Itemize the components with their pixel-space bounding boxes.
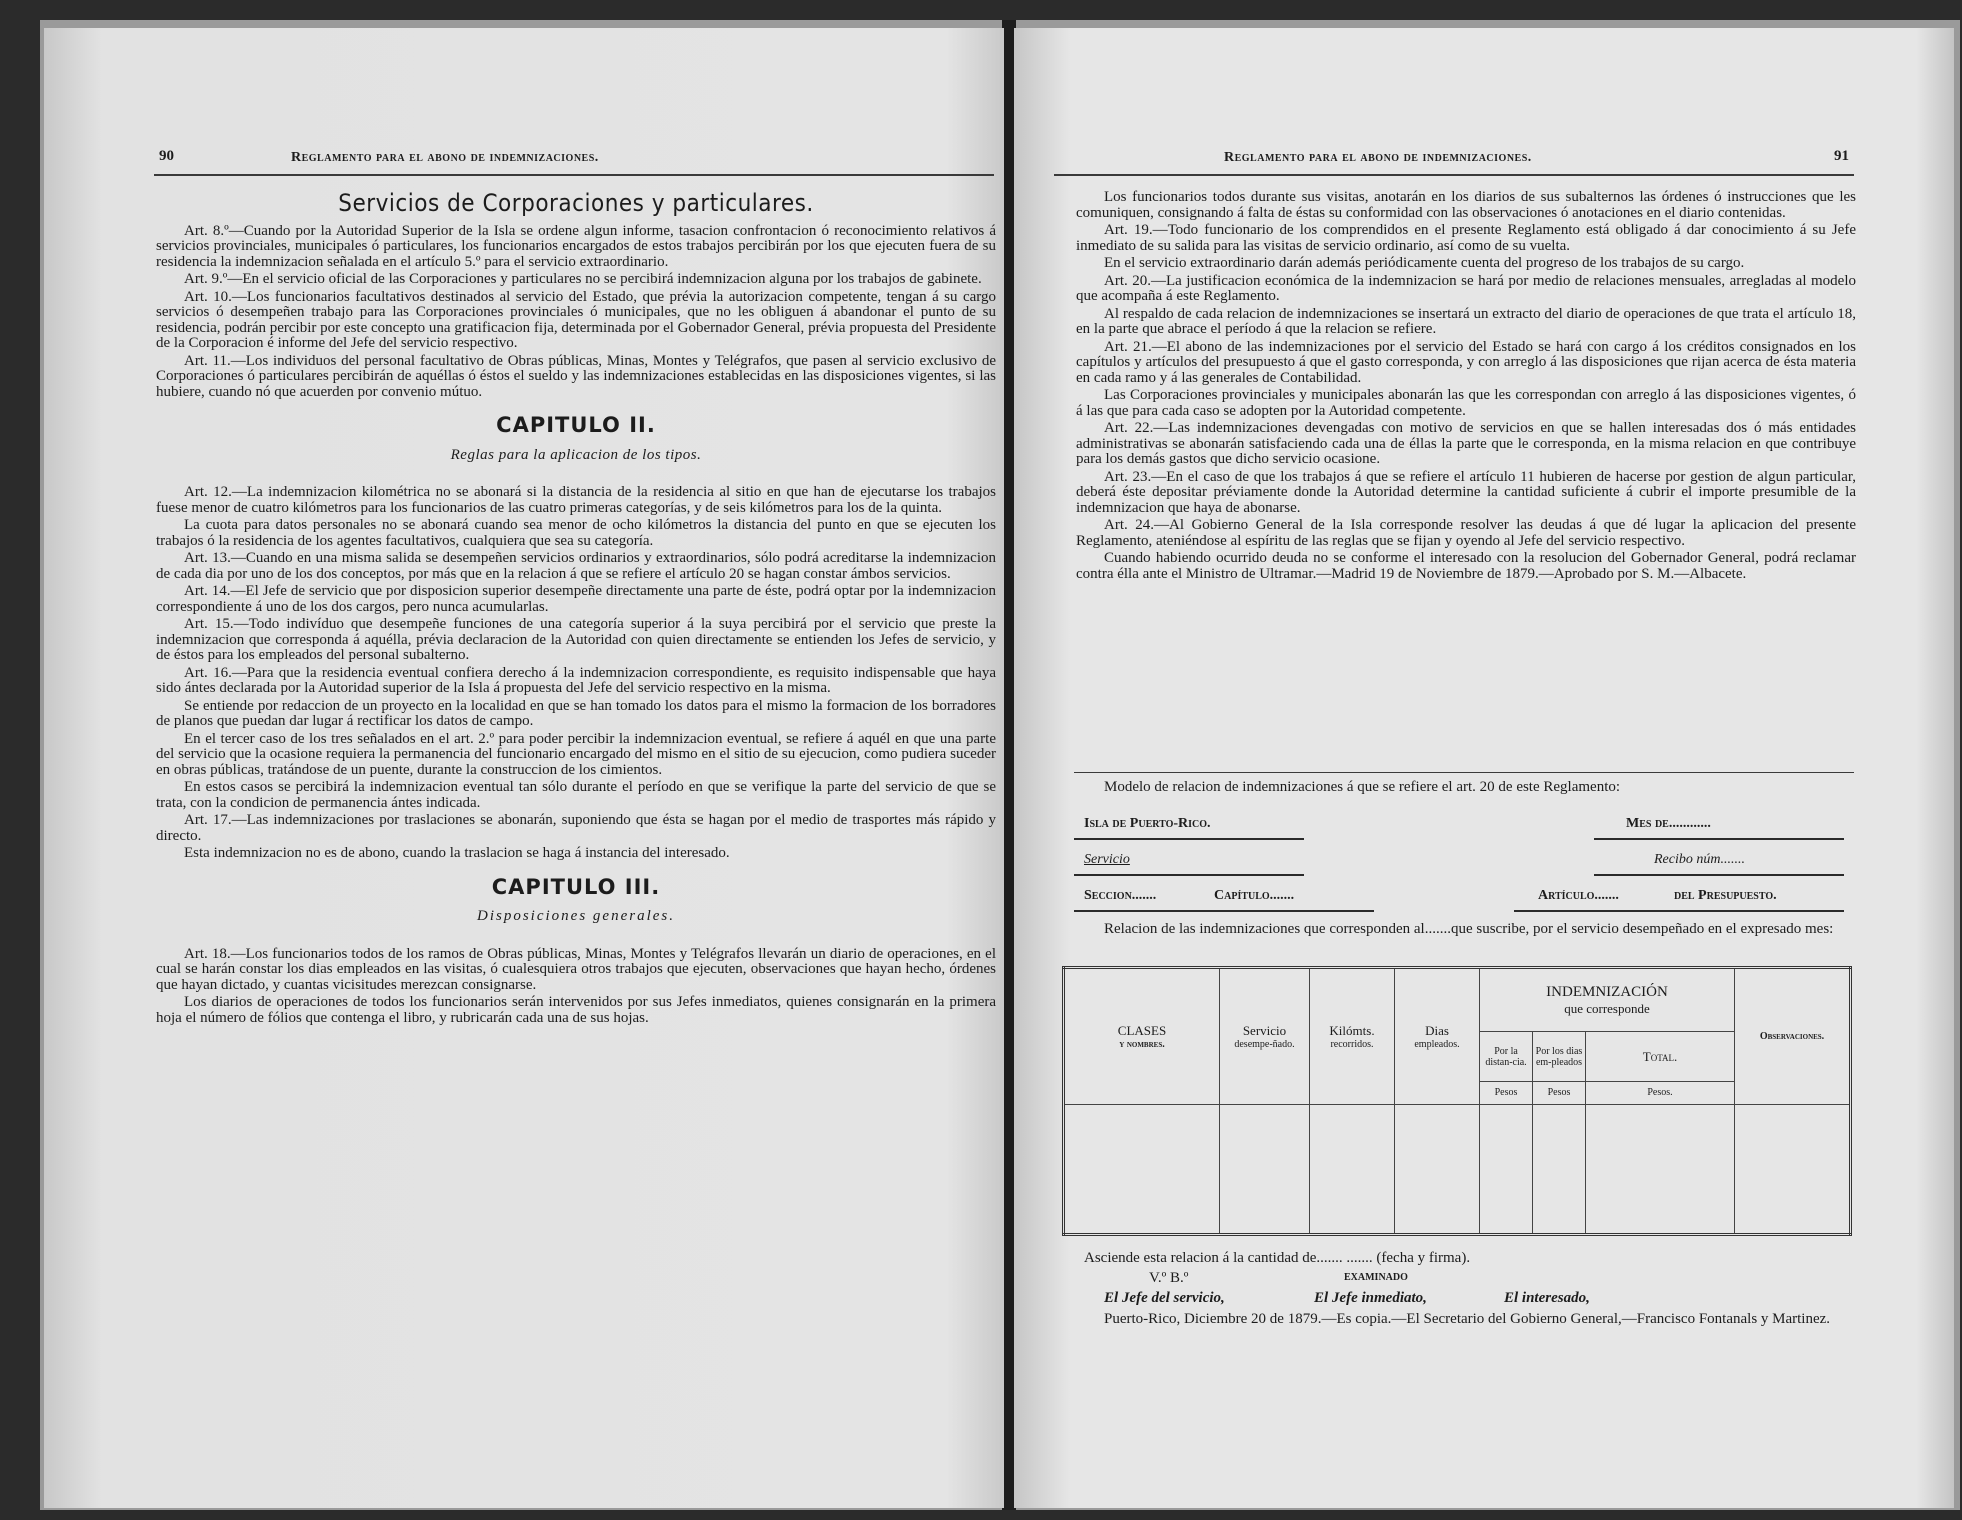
article-11: Art. 11.—Los individuos del personal facultativo de Obras públicas, Minas, Montes y Telégrafos, que pasen al servicio exclusivo de Corporaciones ó particulares percibirán de aquéllas ó éstos el sueldo y las indemnizaciones establecidas en las disposiciones vigentes, si las hubiere, cuando nó que acuerden por convenio mútuo. <box>156 352 996 400</box>
paragraph: La cuota para datos personales no se abonará cuando sea menor de ocho kilómetros la distancia del punto en que se ejecuten los trabajos ó la residencia de los agentes facultativos, cualquiera que sea su categoría. <box>156 517 996 549</box>
recibo-label: Recibo núm....... <box>1654 852 1745 867</box>
article-20: Art. 20.—La justificacion económica de la indemnizacion se hará por medio de relaciones mensuales, arregladas al modelo que acompaña á este Reglamento. <box>1076 272 1856 304</box>
article-22: Art. 22.—Las indemnizaciones devengadas con motivo de servicios en que se hallen interesadas dos ó más entidades administrativas se abonarán satisfaciendo cada una de éllas la parte que le corresponda, en la misma relacion en que contribuye para los demás gastos que dicho servicio ocasione. <box>1076 420 1856 467</box>
seccion-label: Seccion....... <box>1084 888 1157 903</box>
servicio-label: Servicio <box>1084 852 1130 867</box>
col-clases <box>1064 968 1220 1105</box>
running-header: Reglamento para el abono de indemnizaciones. <box>1224 150 1532 165</box>
capitulo-label: Capítulo....... <box>1214 888 1295 903</box>
examinado-label: EXAMINADO <box>1344 1272 1408 1283</box>
col-kilomts <box>1310 968 1395 1105</box>
col-header: Dias <box>1425 1022 1449 1038</box>
group-header-title: INDEMNIZACIÓN <box>1546 983 1668 1000</box>
col-subheader: recorridos. <box>1330 1038 1374 1050</box>
paragraph: Los diarios de operaciones de todos los funcionarios serán intervenidos por sus Jefes inmediatos, quienes consignarán en la primera hoja el número de fólios que contenga el libro, y rubricarán cada una de sus hojas. <box>156 994 996 1026</box>
section-title: Servicios de Corporaciones y particulares. <box>338 189 814 217</box>
col-dias <box>1395 968 1480 1105</box>
mes-label: Mes de............ <box>1626 816 1711 831</box>
col-subheader: y nombres. <box>1119 1038 1165 1050</box>
page-number: 90 <box>159 148 174 164</box>
chapter-2-subtitle: Reglas para la aplicacion de los tipos. <box>450 446 702 463</box>
jefe-inmediato-signature: El Jefe inmediato, <box>1314 1290 1427 1306</box>
table-cell <box>1310 1104 1395 1235</box>
right-text-column <box>1076 190 1856 584</box>
scanned-book-spread <box>40 20 1960 1510</box>
article-23: Art. 23.—En el caso de que los trabajos á que se refiere el artículo 11 hubieren de hacerse por gestion de algun particular, deberá éste depositar préviamente donde la Autoridad determine la cantidad suficiente á cubrir el importe presumible de la indemnizacion que haya de abonarse. <box>1076 468 1856 516</box>
page-number: 91 <box>1834 148 1849 164</box>
table-cell <box>1735 1104 1851 1235</box>
col-dias-empleados: Por los dias em-pleados <box>1533 1032 1586 1082</box>
article-21: Art. 21.—El abono de las indemnizaciones por el servicio del Estado se hará con cargo á los créditos consignados en los capítulos y artículos del presupuesto á que el gasto corresponda, y con arreglo á las disposiciones que rijan acerca de ésta materia en cada ramo y á las generales de Contabilidad. <box>1076 338 1856 386</box>
header-rule <box>154 174 994 176</box>
right-page <box>1014 28 1954 1508</box>
table-cell <box>1533 1104 1586 1235</box>
paragraph: En estos casos se percibirá la indemnizacion eventual tan sólo durante el período en que se verifique la parte del servicio de que se trata, con la condicion de permanencia ántes indicada. <box>156 779 996 811</box>
article-12: Art. 12.—La indemnizacion kilométrica no se abonará si la distancia de la residencia al sitio en que han de ejecutarse los trabajos fuese menor de cuatro kilómetros para los funcionarios de las cuatro primeras categorías, y de seis kilómetros para los de la quinta. <box>156 484 996 516</box>
col-header: Kilómts. <box>1329 1022 1375 1038</box>
paragraph: Las Corporaciones provinciales y municipales abonarán las que les correspondan con arreglo á las disposiciones vigentes, ó á las que para cada caso se adopten por la Autoridad competente. <box>1076 387 1856 419</box>
article-16: Art. 16.—Para que la residencia eventual confiera derecho á la indemnizacion correspondiente, es requisito indispensable que haya sido ántes declarada por la Autoridad superior de la Isla á propuesta del Jefe del servicio respectivo en la misma. <box>156 664 996 696</box>
running-header: Reglamento para el abono de indemnizaciones. <box>291 150 599 165</box>
article-9: Art. 9.º—En el servicio oficial de las Corporaciones y particulares no se percibirá indemnizacion alguna por los trabajos de gabinete. <box>184 271 982 287</box>
article-19: Art. 19.—Todo funcionario de los comprendidos en el presente Reglamento está obligado á dar conocimiento á su Jefe inmediato de su salida para las visitas de servicio ordinario, así como de su vuelta. <box>1076 222 1856 254</box>
col-observaciones <box>1735 968 1851 1105</box>
group-header-subtitle: que corresponde <box>1564 1000 1650 1016</box>
col-header: Servicio <box>1242 1022 1287 1038</box>
col-header: Observaciones. <box>1759 1030 1825 1042</box>
paragraph: Se entiende por redaccion de un proyecto en la localidad en que se han tomado los datos para el mismo la formacion de los borradores de planos que puedan dar lugar á rectificar los datos de campo. <box>156 697 996 729</box>
jefe-servicio-signature: El Jefe del servicio, <box>1104 1290 1225 1306</box>
form-line <box>1074 838 1304 840</box>
table-cell <box>1395 1104 1480 1235</box>
form-line <box>1074 874 1304 876</box>
model-intro-text: Modelo de relacion de indemnizaciones á que se refiere el art. 20 de este Reglamento: <box>1104 779 1621 795</box>
article-8: Art. 8.º—Cuando por la Autoridad Superior de la Isla se ordene algun informe, tasacion confrontacion ó reconocimiento relativos á servicios provinciales, municipales ó particulares, los funcionarios encargados de estos trabajos percibirán por los que ejecuten fuera de su residencia la indemnizacion señalada en el artículo 5.º para el servicio extraordinario. <box>156 222 996 270</box>
left-page <box>44 28 1004 1508</box>
divider <box>1074 772 1854 773</box>
presupuesto-label: del Presupuesto. <box>1674 888 1777 903</box>
group-header-indemnizacion <box>1480 968 1735 1032</box>
left-text-column <box>156 189 996 1028</box>
col-subheader: empleados. <box>1414 1038 1460 1050</box>
form-line <box>1594 874 1844 876</box>
isla-label: Isla de Puerto-Rico. <box>1084 816 1211 831</box>
model-intro <box>1076 780 1856 798</box>
paragraph: Los funcionarios todos durante sus visitas, anotarán en los diarios de sus subalternos las órdenes ó instrucciones que les comuniquen, consignando á falta de éstas su conformidad con las observaciones ó anotaciones en el diario contenidas. <box>1076 189 1856 221</box>
article-17: Art. 17.—Las indemnizaciones por traslaciones se abonarán, suponiendo que ésta se hagan por el medio de trasportes más rápido y directo. <box>156 812 996 844</box>
form-line <box>1594 838 1844 840</box>
paragraph: Esta indemnizacion no es de abono, cuando la traslacion se haga á instancia del interesado. <box>184 845 730 861</box>
paragraph: En el servicio extraordinario darán además periódicamente cuenta del progreso de los trabajos de su cargo. <box>1104 255 1745 271</box>
table-cell <box>1480 1104 1533 1235</box>
final-note-block <box>1076 1312 1856 1330</box>
table-cell <box>1220 1104 1310 1235</box>
indemnization-table <box>1062 966 1852 1236</box>
relacion-text-block <box>1076 922 1856 940</box>
article-24: Art. 24.—Al Gobierno General de la Isla corresponde resolver las deudas á que dé lugar la aplicacion del presente Reglamento, ateniéndose al espíritu de las reglas que se fijan y oyendo al Jefe del servicio respectivo. <box>1076 517 1856 549</box>
unit-cell: Pesos. <box>1586 1082 1735 1104</box>
article-10: Art. 10.—Los funcionarios facultativos destinados al servicio del Estado, que prévia la autorizacion competente, tengan á su cargo servicios ó desempeñen trabajo para las Corporaciones provinciales ó municipales, que no les obliguen á abandonar el punto de su residencia, podrán percibir por este concepto una gratificacion fija, determinada por el Gobernador General, prévia propuesta del Presidente de la Corporacion é informe del Jefe del servicio respectivo. <box>156 288 996 351</box>
chapter-3-subtitle: Disposiciones generales. <box>477 908 675 924</box>
article-14: Art. 14.—El Jefe de servicio que por disposicion superior desempeñe directamente una parte de éste, podrá optar por la indemnizacion correspondiente á uno de los dos cargos, pero nunca acumularlas. <box>156 583 996 615</box>
col-subheader: desempe-ñado. <box>1234 1038 1295 1050</box>
article-13: Art. 13.—Cuando en una misma salida se desempeñen servicios ordinarios y extraordinarios, sólo podrá acreditarse la indemnizacion de cada dia por uno de los dos conceptos, por más que en la relacion á que se refiere el artículo 20 se hagan constar ámbos servicios. <box>156 550 996 582</box>
article-15: Art. 15.—Todo indivíduo que desempeñe funciones de una categoría superior á la suya percibirá por el servicio que preste la indemnizacion que corresponda á aquélla, prévia declaracion de la Autoridad con quien directamente se entienden los Jefes de servicio, y de éstos para los empleados del personal subalterno. <box>156 616 996 663</box>
paragraph: En el tercer caso de los tres señalados en el art. 2.º para poder percibir la indemnizacion eventual, se refiere á aquél en que una parte del servicio que la ocasione requiera la permanencia del funcionario encargado del mismo en el sitio de su ejecucion, como pudiera suceder en obras públicas, tratándose de un puente, durante la construccion de los cimientos. <box>156 730 996 778</box>
header-rule <box>1054 174 1854 176</box>
paragraph: Al respaldo de cada relacion de indemnizaciones se insertará un extracto del diario de operaciones de que trata el artículo 18, en la parte que abrace el período á que la relacion se refiere. <box>1076 305 1856 337</box>
table-cell <box>1586 1104 1735 1235</box>
interesado-signature: El interesado, <box>1504 1290 1590 1306</box>
col-header: CLASES <box>1117 1022 1167 1038</box>
col-servicio <box>1220 968 1310 1105</box>
form-line <box>1514 910 1844 912</box>
articulo-label: Artículo....... <box>1538 888 1619 903</box>
vb-label: V.º B.º <box>1149 1270 1189 1286</box>
paragraph: Cuando habiendo ocurrido deuda no se conforme el interesado con la resolucion del Gobernador General, podrá reclamar contra élla ante el Ministro de Ultramar.—Madrid 19 de Noviembre de 1879.—Aprobado por S. M.—Albacete. <box>1076 550 1856 582</box>
table-cell <box>1064 1104 1220 1235</box>
unit-cell: Pesos <box>1533 1082 1586 1104</box>
relacion-text: Relacion de las indemnizaciones que corresponden al.......que suscribe, por el servicio desempeñado en el expresado mes: <box>1104 921 1834 937</box>
chapter-3-title: CAPITULO III. <box>491 874 661 899</box>
article-18: Art. 18.—Los funcionarios todos de los ramos de Obras públicas, Minas, Montes y Telégrafos llevarán un diario de operaciones, en el cual se harán constar los dias empleados en las visitas, ó cualesquiera otros trabajos que ejecuten, observaciones que hayan hecho, órdenes que hayan dictado, y cuantas vicisitudes merezcan consignarse. <box>156 945 996 993</box>
unit-cell: Pesos <box>1480 1082 1533 1104</box>
form-line <box>1074 910 1374 912</box>
asciende-text: Asciende esta relacion á la cantidad de....... ....... (fecha y firma). <box>1084 1250 1471 1266</box>
col-distancia: Por la distan-cia. <box>1480 1032 1533 1082</box>
final-note: Puerto-Rico, Diciembre 20 de 1879.—Es copia.—El Secretario del Gobierno General,—Francisco Fontanals y Martinez. <box>1104 1311 1831 1327</box>
col-total: Total. <box>1586 1032 1735 1082</box>
chapter-2-title: CAPITULO II. <box>496 413 656 437</box>
